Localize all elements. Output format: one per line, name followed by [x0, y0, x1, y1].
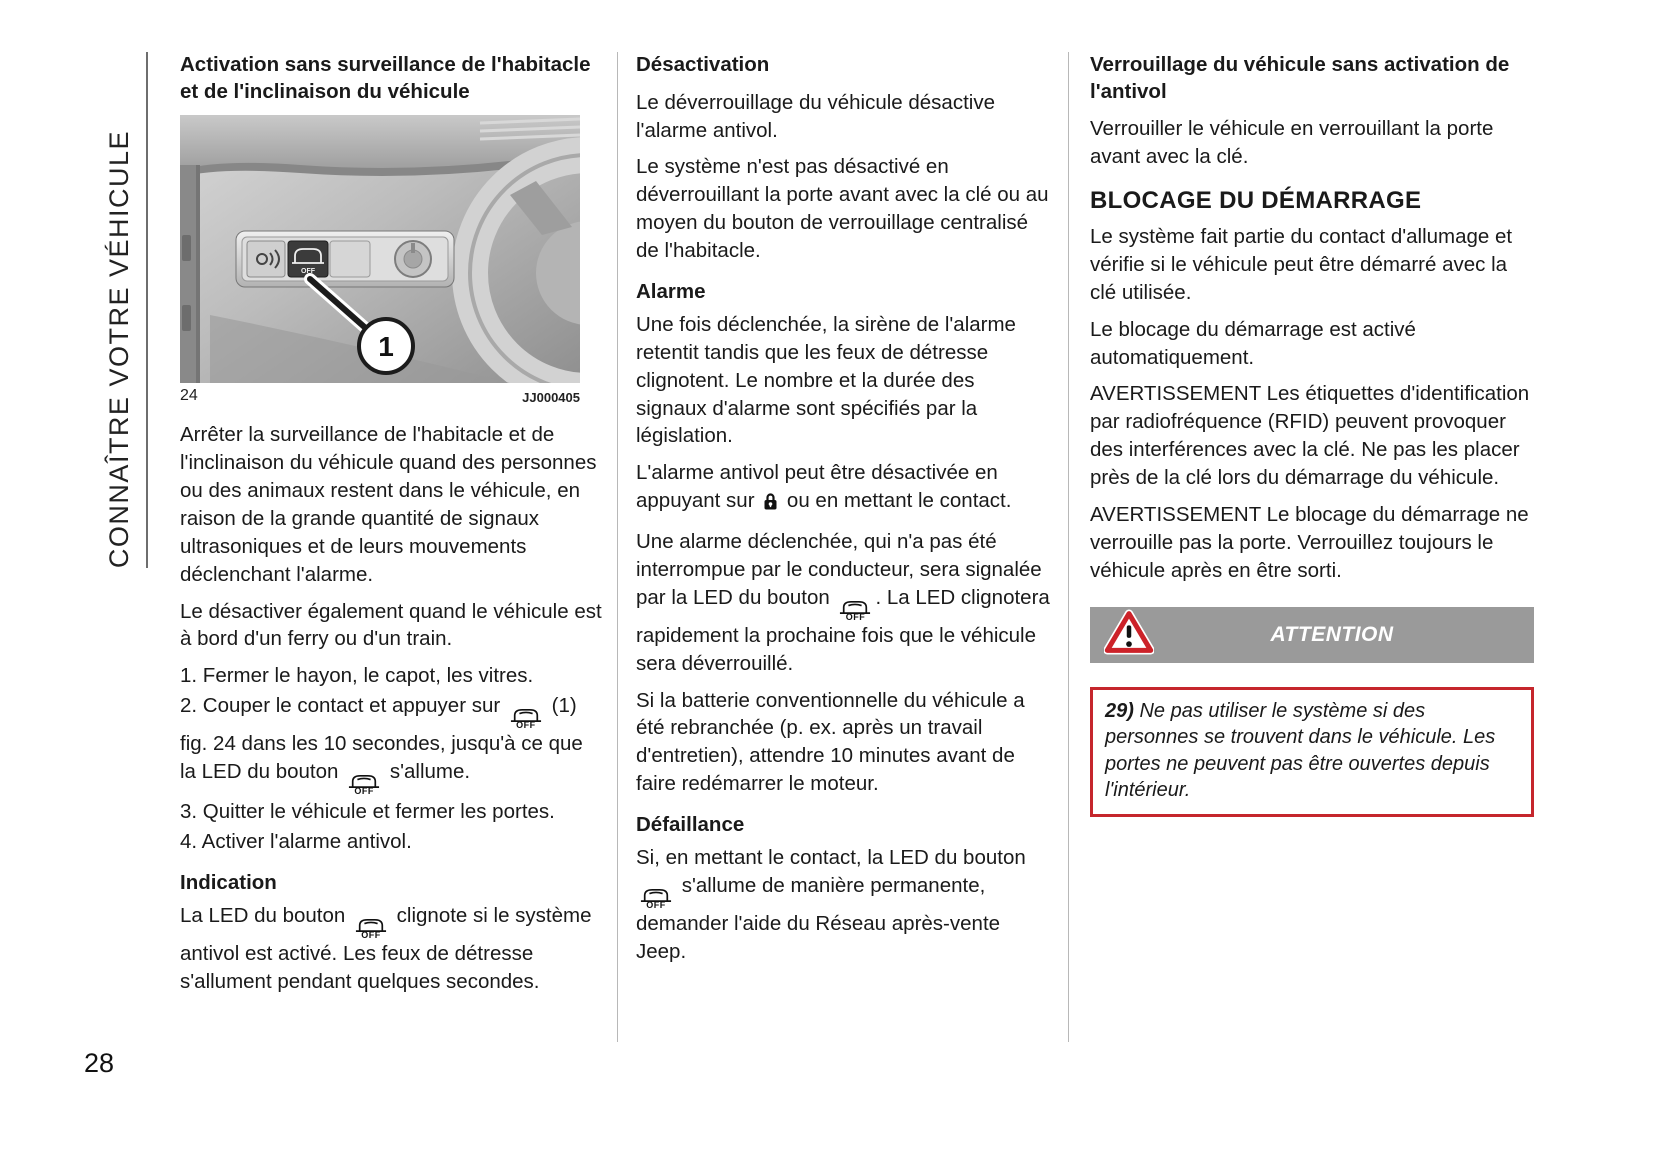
- paragraph: AVERTISSEMENT Les étiquettes d'identification par radiofréquence (RFID) peuvent provoquer des interférences avec la clé. Ne pas les placer près de la clé lors du démarrage du véhicule.: [1090, 382, 1530, 490]
- subsection-heading: Défaillance: [636, 813, 745, 837]
- car-off-icon: OFF: [509, 707, 543, 730]
- paragraph: Arrêter la surveillance de l'habitacle et de l'inclinaison du véhicule quand des personnes ou des animaux restent dans le véhicule, en raison de la grande quantité de signaux ultrasoniques et de leurs mouvements déclenchant l'alarme.: [180, 423, 597, 586]
- chapter-title: CONNAÎTRE VOTRE VÉHICULE: [103, 129, 134, 568]
- car-off-icon: OFF: [639, 887, 673, 910]
- svg-text:OFF: OFF: [301, 268, 315, 276]
- paragraph: Si, en mettant le contact, la LED du bouton OFF s'allume de manière permanente, demander l'aide du Réseau après-vente Jeep.: [636, 846, 1026, 963]
- attention-banner: [1090, 607, 1534, 663]
- section-heading: Activation sans surveillance de l'habitacle et de l'inclinaison du véhicule: [180, 53, 591, 103]
- dashboard-figure: [180, 115, 604, 405]
- figure-code: JJ000405: [522, 390, 580, 406]
- dashboard-photo: [180, 115, 580, 383]
- column-2: [636, 52, 1050, 975]
- chapter-rail: [92, 52, 148, 568]
- paragraph: La LED du bouton OFF clignote si le système antivol est activé. Les feux de détresse s'allument pendant quelques secondes.: [180, 903, 592, 993]
- paragraph: Une fois déclenchée, la sirène de l'alarme retentit tandis que les feux de détresse clignotent. Le nombre et la durée des signaux d'alarme sont spécifiés par la législation.: [636, 312, 1016, 448]
- caution-note-text: 29) Ne pas utiliser le système si des personnes se trouvent dans le véhicule. Les portes ne peuvent pas être ouvertes depuis l'intérieur.: [1105, 699, 1496, 802]
- figure-number: 24: [180, 387, 198, 405]
- step-item: 4. Activer l'alarme antivol.: [180, 829, 412, 853]
- paragraph: L'alarme antivol peut être désactivée en appuyant sur ou en mettant le contact.: [636, 459, 1050, 519]
- car-off-icon: OFF: [838, 599, 872, 622]
- subsection-heading: Alarme: [636, 279, 706, 303]
- paragraph: Verrouiller le véhicule en verrouillant la porte avant avec la clé.: [1090, 117, 1494, 169]
- column-3: [1090, 52, 1534, 817]
- page-number: 28: [84, 1048, 115, 1078]
- column-1: [180, 52, 604, 1005]
- paragraph: Le système fait partie du contact d'allumage et vérifie si le véhicule peut être démarré avec la clé utilisée.: [1090, 225, 1513, 304]
- section-heading: Verrouillage du véhicule sans activation de l'antivol: [1090, 53, 1510, 103]
- subsection-heading: Indication: [180, 870, 277, 894]
- step-item: 1. Fermer le hayon, le capot, les vitres.: [180, 664, 534, 688]
- car-off-icon: OFF: [347, 773, 381, 796]
- column-separator: [1068, 52, 1069, 1042]
- step-item: 3. Quitter le véhicule et fermer les portes.: [180, 800, 555, 824]
- paragraph: AVERTISSEMENT Le blocage du démarrage ne verrouille pas la porte. Verrouillez toujours le véhicule après en être sorti.: [1090, 502, 1529, 582]
- section-heading: Désactivation: [636, 53, 770, 76]
- column-separator: [617, 52, 618, 1042]
- paragraph: Une alarme déclenchée, qui n'a pas été interrompue par le conducteur, sera signalée par la LED du bouton OFF . La LED clignotera rapidement la prochaine fois que le véhicule sera déverrouillé.: [636, 530, 1050, 675]
- paragraph: Le blocage du démarrage est activé automatiquement.: [1090, 317, 1416, 369]
- figure-caption: [180, 387, 580, 405]
- car-off-icon: OFF: [354, 917, 388, 940]
- paragraph: Si la batterie conventionnelle du véhicule a été rebranchée (p. ex. après un travail d'entretien), attendre 10 minutes avant de faire redémarrer le moteur.: [636, 688, 1025, 796]
- paragraph: Le système n'est pas désactivé en déverrouillant la porte avant avec la clé ou au moyen du bouton de verrouillage centralisé de l'habitacle.: [636, 155, 1049, 263]
- lock-icon: [763, 491, 778, 519]
- chapter-section-heading: BLOCAGE DU DÉMARRAGE: [1090, 187, 1422, 215]
- figure-callout: 1: [378, 331, 394, 363]
- paragraph: Le déverrouillage du véhicule désactive l'alarme antivol.: [636, 90, 995, 142]
- caution-note-29: [1090, 687, 1534, 817]
- paragraph: Le désactiver également quand le véhicule est à bord d'un ferry ou d'un train.: [180, 599, 602, 651]
- attention-label: ATTENTION: [1270, 622, 1394, 646]
- step-item: 2. Couper le contact et appuyer sur OFF (1) fig. 24 dans les 10 secondes, jusqu'à ce que la LED du bouton OFF s'allume.: [180, 694, 583, 797]
